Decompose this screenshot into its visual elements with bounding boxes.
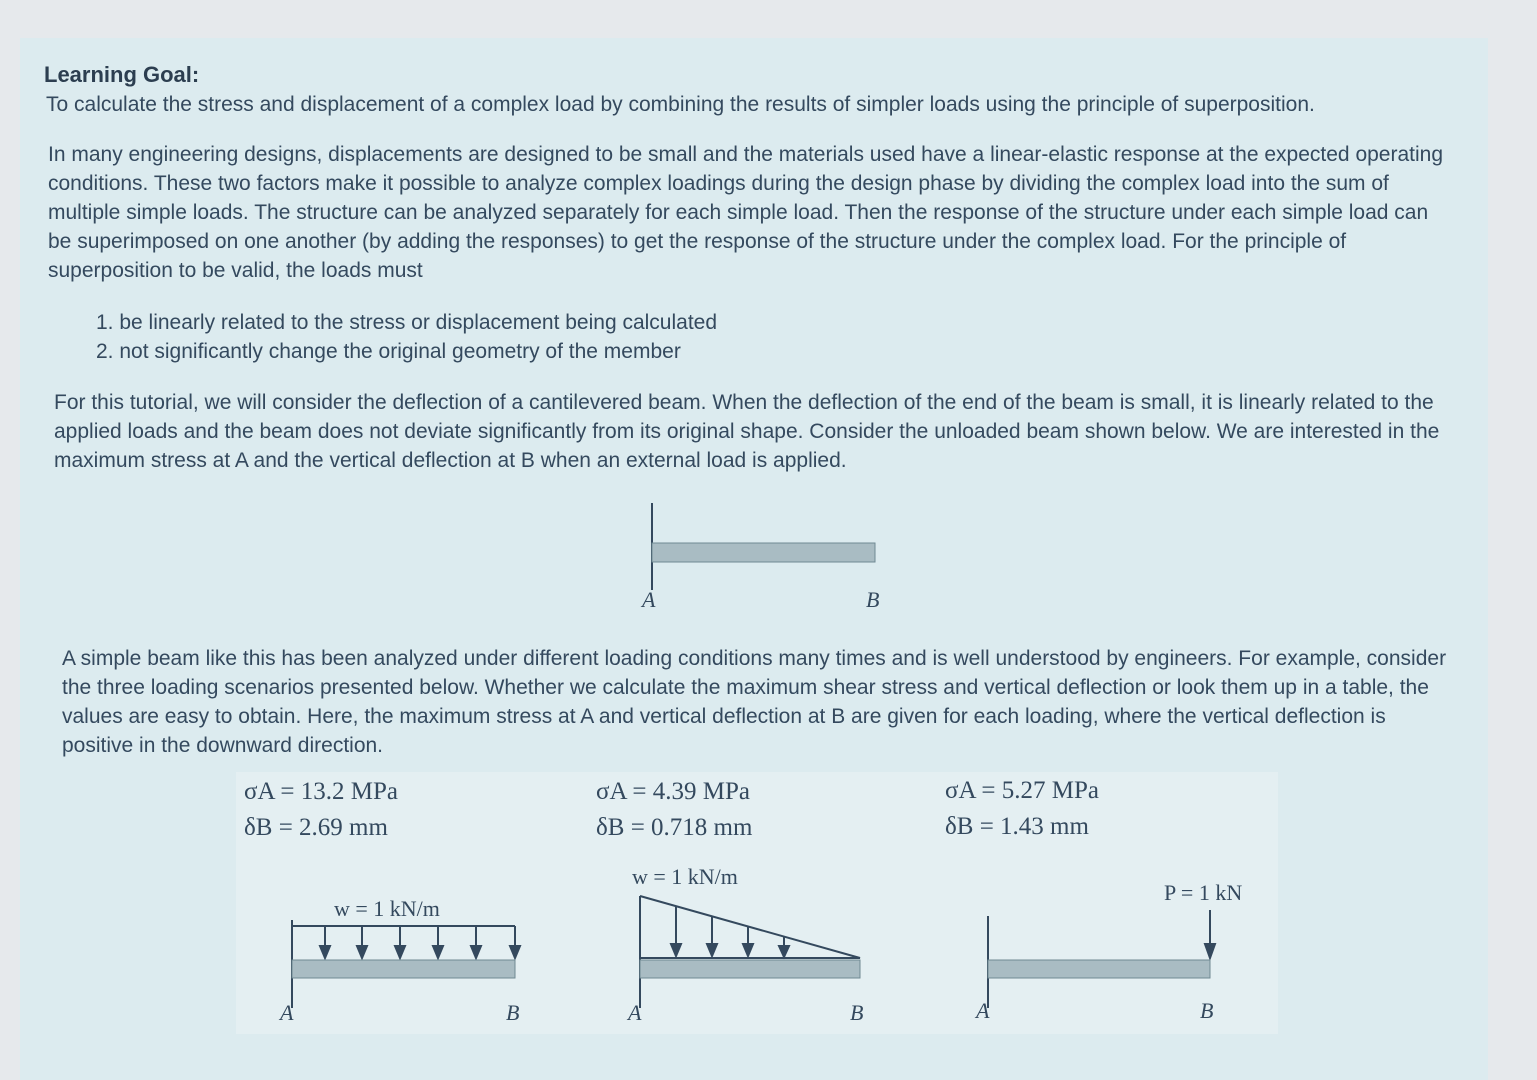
condition-item: 2. not significantly change the original geometry of the member [96, 340, 681, 363]
label-b: B [850, 1000, 864, 1025]
label-a: A [628, 1000, 642, 1025]
scenario-1-figure [270, 890, 540, 1030]
label-b: B [866, 587, 880, 612]
scenario-1-stress: σA = 13.2 MPa [244, 778, 398, 805]
beam [640, 960, 860, 978]
scenario-3-load-label: P = 1 kN [1164, 880, 1243, 905]
learning-goal-title: Learning Goal: [44, 62, 200, 87]
load-arrows [671, 906, 789, 957]
point-load-arrow [1205, 910, 1215, 958]
scenario-1-deflection: δB = 2.69 mm [244, 814, 388, 841]
tutorial-paragraph: For this tutorial, we will consider the deflection of a cantilevered beam. When the deflection of the end of the beam is small, it is linearly related to the applied loads and the beam does not deviate significantly from its original shape. Consider the unloaded beam shown below. We are interested in the maximum stress at A and the vertical deflection at B when an external load is applied. [54, 391, 1440, 472]
scenario-2-load-label: w = 1 kN/m [632, 864, 738, 889]
intro-paragraph: In many engineering designs, displacements are designed to be small and the materials used have a linear-elastic response at the expected operating conditions. These two factors make it possible to analyze complex loadings during the design phase by dividing the complex load into the sum of multiple simple loads. The structure can be analyzed separately for each simple load. Then the response of the structure under each simple load can be superimposed on one another (by adding the responses) to get the response of the structure under the complex load. For the principle of superposition to be valid, the loads must [48, 143, 1444, 282]
label-a: A [976, 998, 990, 1023]
beam [988, 960, 1210, 978]
scenario-2-stress: σA = 4.39 MPa [596, 778, 750, 805]
label-b: B [506, 1000, 520, 1025]
scenario-3-figure [968, 872, 1278, 1032]
beam [652, 543, 875, 562]
scenario-3-deflection: δB = 1.43 mm [945, 813, 1089, 840]
unloaded-beam-figure [620, 495, 900, 625]
conditions-list [96, 308, 717, 366]
scenario-1-load-label: w = 1 kN/m [334, 896, 440, 921]
label-a: A [280, 1000, 294, 1025]
label-b: B [1200, 998, 1214, 1023]
load-arrows [292, 926, 520, 958]
scenario-3-stress: σA = 5.27 MPa [945, 777, 1099, 804]
learning-goal-text: To calculate the stress and displacement of a complex load by combining the results of simpler loads using the principle of superposition. [46, 93, 1315, 116]
condition-item: 1. be linearly related to the stress or displacement being calculated [96, 311, 718, 334]
beam [292, 960, 515, 978]
scenario-2-deflection: δB = 0.718 mm [596, 814, 753, 841]
label-a: A [642, 587, 656, 612]
simple-beam-paragraph: A simple beam like this has been analyzed under different loading conditions many times and is well understood by engineers. For example, consider the three loading scenarios presented below. Whether we calculate the maximum shear stress and vertical deflection or look them up in a table, the values are easy to obtain. Here, the maximum stress at A and vertical deflection at B are given for each loading, where the vertical deflection is positive in the downward direction. [62, 647, 1447, 757]
scenario-2-figure [620, 858, 890, 1030]
